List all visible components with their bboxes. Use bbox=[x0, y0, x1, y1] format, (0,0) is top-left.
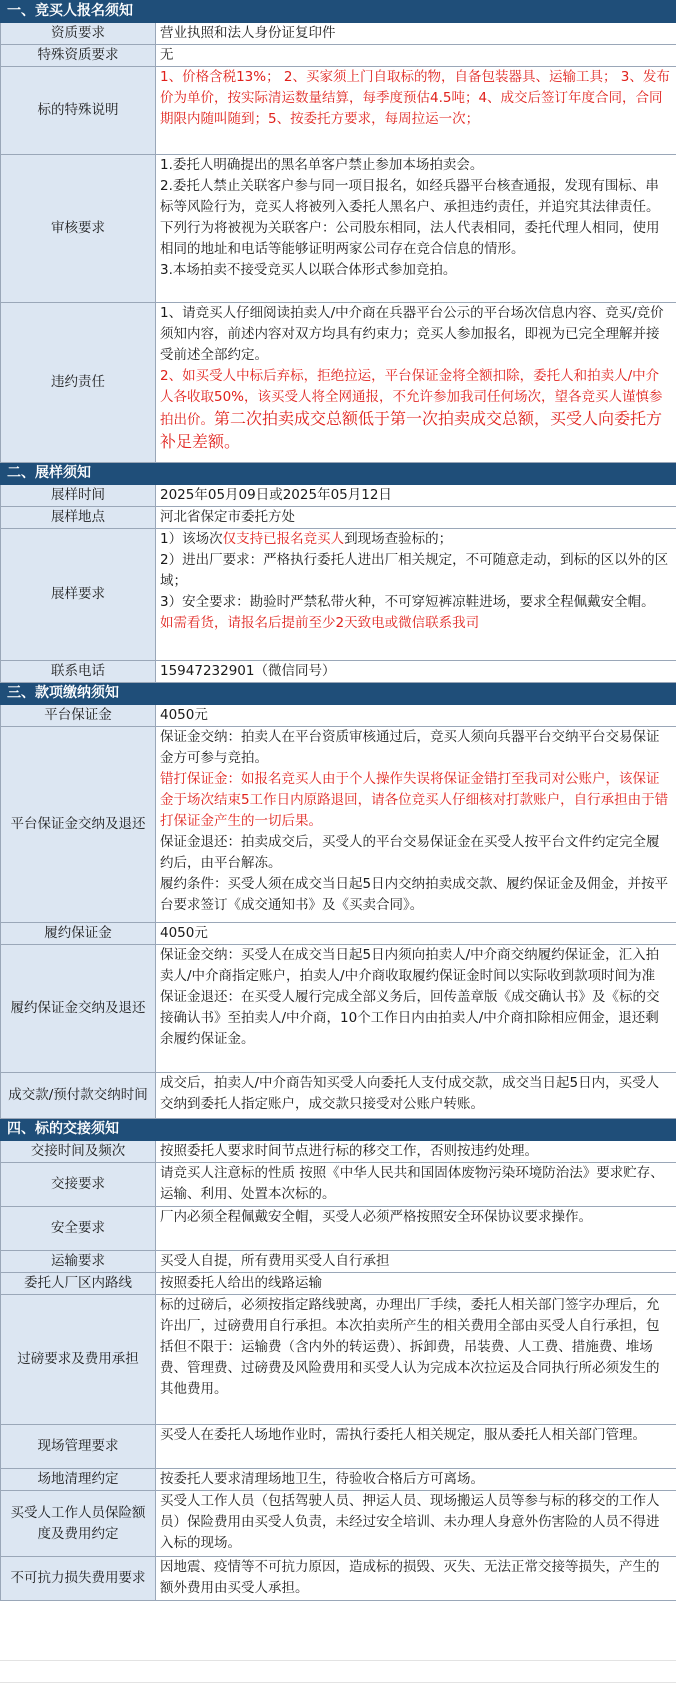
row-label: 平台保证金 bbox=[1, 705, 156, 727]
row-label: 特殊资质要求 bbox=[1, 45, 156, 67]
row-value: 请竞买人注意标的性质 按照《中华人民共和国固体废物污染环境防治法》要求贮存、运输、利用、处置本次标的。 bbox=[156, 1163, 676, 1207]
row-label: 过磅要求及费用承担 bbox=[1, 1295, 156, 1425]
row-label: 履约保证金 bbox=[1, 923, 156, 945]
row-label: 场地清理约定 bbox=[1, 1469, 156, 1491]
row-viewing-place bbox=[1, 507, 676, 529]
paragraph-warning: 2、如买受人中标后弃标，拒绝拉运，平台保证金将全额扣除，委托人和拍卖人/中介人各收取50%，该买受人将全网通报，不允许参加我司任何场次，望各竞买人谨慎参拍出价。 bbox=[160, 368, 663, 428]
row-review bbox=[1, 155, 676, 303]
row-special-qualification bbox=[1, 45, 676, 67]
row-site-mgmt bbox=[1, 1425, 676, 1469]
row-label: 标的特殊说明 bbox=[1, 67, 156, 155]
row-handover-req bbox=[1, 1163, 676, 1207]
row-insurance bbox=[1, 1491, 676, 1557]
section-header-registration bbox=[1, 1, 676, 23]
row-breach bbox=[1, 303, 676, 463]
row-force-majeure bbox=[1, 1557, 676, 1601]
section-header-payment bbox=[1, 683, 676, 705]
row-value: 河北省保定市委托方处 bbox=[156, 507, 676, 529]
row-label: 安全要求 bbox=[1, 1207, 156, 1251]
row-viewing-req bbox=[1, 529, 676, 661]
paragraph: 3）安全要求：勘验时严禁私带火种，不可穿短裤凉鞋进场，要求全程佩戴安全帽。 bbox=[160, 594, 655, 610]
row-payment-time bbox=[1, 1073, 676, 1119]
paragraph-warning: 错打保证金：如报名竞买人由于个人操作失误将保证金错打至我司对公账户，该保证金于场次结束5工作日内原路退回，请各位竞买人仔细核对打款账户，自行承担由于错打保证金产生的一切后果。 bbox=[160, 771, 669, 829]
row-special-notes bbox=[1, 67, 676, 155]
row-weighing bbox=[1, 1295, 676, 1425]
row-label: 资质要求 bbox=[1, 23, 156, 45]
row-value: 1、价格含税13%； 2、买家须上门自取标的物，自备包装器具、运输工具； 3、发布价为单价，按实际清运数量结算，每季度预估4.5吨；4、成交后签订年度合同，合同期限内随叫随到；5、按委托方要求，每周拉运一次； bbox=[156, 67, 676, 155]
paragraph: 履约条件：买受人须在成交当日起5日内交纳拍卖成交款、履约保证金及佣金，并按平台要求签订《成交通知书》及《买卖合同》。 bbox=[160, 876, 669, 913]
row-value: 无 bbox=[156, 45, 676, 67]
paragraph: 3.本场拍卖不接受竞买人以联合体形式参加竞拍。 bbox=[160, 262, 457, 278]
row-label: 履约保证金交纳及退还 bbox=[1, 945, 156, 1073]
row-value bbox=[156, 945, 676, 1073]
text-segment: 1）该场次 bbox=[160, 531, 223, 547]
row-value bbox=[156, 303, 676, 463]
row-handover-time bbox=[1, 1141, 676, 1163]
paragraph: 2）进出厂要求：严格执行委托人进出厂相关规定，不可随意走动，到标的区以外的区域； bbox=[160, 552, 669, 589]
paragraph: 保证金退还：拍卖成交后，买受人的平台交易保证金在买受人按平台文件约定完全履约后，由平台解冻。 bbox=[160, 834, 660, 871]
row-value bbox=[156, 727, 676, 923]
row-value: 15947232901（微信同号） bbox=[156, 661, 676, 683]
row-qualification bbox=[1, 23, 676, 45]
row-label: 展样地点 bbox=[1, 507, 156, 529]
row-contact bbox=[1, 661, 676, 683]
row-value: 按委托人要求清理场地卫生，待验收合格后方可离场。 bbox=[156, 1469, 676, 1491]
row-label: 买受人工作人员保险额度及费用约定 bbox=[1, 1491, 156, 1557]
row-label: 平台保证金交纳及退还 bbox=[1, 727, 156, 923]
section-header-viewing bbox=[1, 463, 676, 485]
paragraph: 保证金交纳：买受人在成交当日起5日内须向拍卖人/中介商交纳履约保证金，汇入拍卖人/中介商指定账户，拍卖人/中介商收取履约保证金时间以实际收到款项时间为准 bbox=[160, 947, 660, 984]
row-value: 买受人工作人员（包括驾驶人员、押运人员、现场搬运人员等参与标的移交的工作人员）保险费用由买受人负责，未经过安全培训、未办理人身意外伤害险的人员不得进入标的现场。 bbox=[156, 1491, 676, 1557]
paragraph: 保证金退还：在买受人履行完成全部义务后，回传盖章版《成交确认书》及《标的交接确认书》至拍卖人/中介商，10个工作日内由拍卖人/中介商扣除相应佣金，退还剩余履约保证金。 bbox=[160, 989, 660, 1047]
row-label: 运输要求 bbox=[1, 1251, 156, 1273]
section-title: 二、展样须知 bbox=[1, 463, 676, 485]
row-platform-deposit-rules bbox=[1, 727, 676, 923]
row-value: 因地震、疫情等不可抗力原因，造成标的损毁、灭失、无法正常交接等损失，产生的额外费用由买受人承担。 bbox=[156, 1557, 676, 1601]
paragraph-warning-large: 第二次拍卖成交总额低于第一次拍卖成交总额，买受人向委托方补足差额。 bbox=[160, 409, 663, 451]
row-label: 交接要求 bbox=[1, 1163, 156, 1207]
row-value: 厂内必须全程佩戴安全帽，买受人必须严格按照安全环保协议要求操作。 bbox=[156, 1207, 676, 1251]
row-value: 买受人在委托人场地作业时，需执行委托人相关规定，服从委托人相关部门管理。 bbox=[156, 1425, 676, 1469]
row-label: 违约责任 bbox=[1, 303, 156, 463]
row-route bbox=[1, 1273, 676, 1295]
row-label: 不可抗力损失费用要求 bbox=[1, 1557, 156, 1601]
row-value: 营业执照和法人身份证复印件 bbox=[156, 23, 676, 45]
text-segment: 到现场查验标的； bbox=[344, 531, 453, 547]
section-title: 三、款项缴纳须知 bbox=[1, 683, 676, 705]
paragraph: 1.委托人明确提出的黑名单客户禁止参加本场拍卖会。 bbox=[160, 157, 484, 173]
row-site-cleanup bbox=[1, 1469, 676, 1491]
row-value: 4050元 bbox=[156, 705, 676, 727]
row-label: 审核要求 bbox=[1, 155, 156, 303]
paragraph: 2.委托人禁止关联客户参与同一项目报名，如经兵器平台核查通报，发现有围标、串标等风险行为，竞买人将被列入委托人黑名户、承担违约责任，并追究其法律责任。下列行为将被视为关联客户：公司股东相同，法人代表相同，委托代理人相同，使用相同的地址和电话等能够证明两家公司存在竞合信息的情形。 bbox=[160, 178, 660, 257]
row-value: 标的过磅后，必须按指定路线驶离，办理出厂手续，委托人相关部门签字办理后，允许出厂，过磅费用自行承担。本次拍卖所产生的相关费用全部由买受人自行承担，包括但不限于：运输费（含内外的转运费）、拆卸费，吊装费、人工费、措施费、堆场费、管理费、过磅费及风险费用和买受人认为完成本次拉运及合同执行所必须发生的其他费用。 bbox=[156, 1295, 676, 1425]
row-label: 联系电话 bbox=[1, 661, 156, 683]
paragraph-warning: 如需看货，请报名后提前至少2天致电或微信联系我司 bbox=[160, 615, 480, 631]
row-label: 委托人厂区内路线 bbox=[1, 1273, 156, 1295]
row-platform-deposit bbox=[1, 705, 676, 727]
row-value: 按照委托人要求时间节点进行标的移交工作，否则按违约处理。 bbox=[156, 1141, 676, 1163]
row-value bbox=[156, 155, 676, 303]
row-label: 展样要求 bbox=[1, 529, 156, 661]
paragraph: 1、请竞买人仔细阅读拍卖人/中介商在兵器平台公示的平台场次信息内容、竞买/竞价须知内容，前述内容对双方均具有约束力；竞买人参加报名，即视为已完全理解并接受前述全部约定。 bbox=[160, 305, 664, 363]
row-label: 现场管理要求 bbox=[1, 1425, 156, 1469]
row-label: 展样时间 bbox=[1, 485, 156, 507]
row-label: 交接时间及频次 bbox=[1, 1141, 156, 1163]
empty-grid-line bbox=[0, 1660, 676, 1661]
row-value bbox=[156, 529, 676, 661]
paragraph bbox=[160, 529, 672, 550]
empty-grid-line bbox=[0, 1682, 676, 1683]
row-perf-deposit bbox=[1, 923, 676, 945]
section-title: 四、标的交接须知 bbox=[1, 1119, 676, 1141]
row-value: 4050元 bbox=[156, 923, 676, 945]
row-value: 2025年05月09日或2025年05月12日 bbox=[156, 485, 676, 507]
paragraph: 保证金交纳：拍卖人在平台资质审核通过后，竞买人须向兵器平台交纳平台交易保证金方可参与竞拍。 bbox=[160, 729, 660, 766]
row-perf-deposit-rules bbox=[1, 945, 676, 1073]
row-viewing-time bbox=[1, 485, 676, 507]
row-transport-req bbox=[1, 1251, 676, 1273]
row-value: 按照委托人给出的线路运输 bbox=[156, 1273, 676, 1295]
section-header-handover bbox=[1, 1119, 676, 1141]
row-label: 成交款/预付款交纳时间 bbox=[1, 1073, 156, 1119]
row-value: 成交后，拍卖人/中介商告知买受人向委托人支付成交款，成交当日起5日内，买受人交纳到委托人指定账户，成交款只接受对公账户转账。 bbox=[156, 1073, 676, 1119]
text-highlight: 仅支持已报名竞买人 bbox=[222, 531, 345, 547]
section-title: 一、竞买人报名须知 bbox=[1, 1, 676, 23]
row-value: 买受人自提，所有费用买受人自行承担 bbox=[156, 1251, 676, 1273]
row-safety-req bbox=[1, 1207, 676, 1251]
